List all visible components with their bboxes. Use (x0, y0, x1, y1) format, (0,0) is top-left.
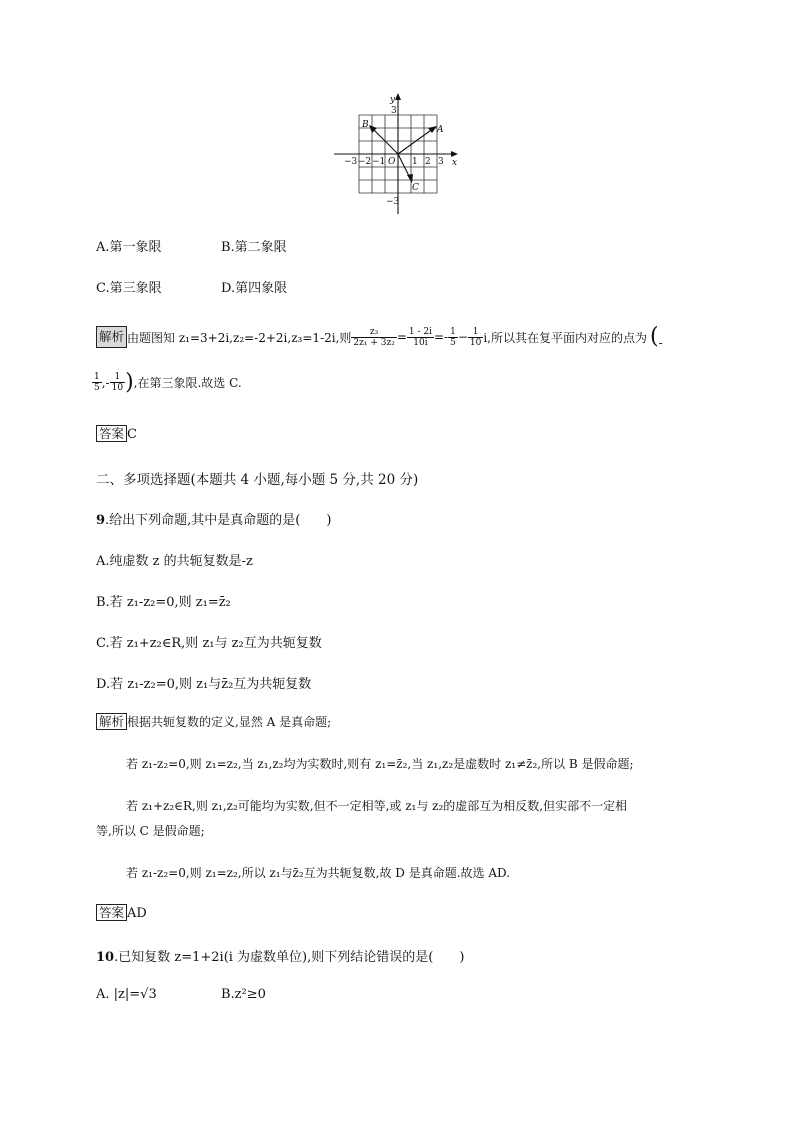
xtick-2: 2 (425, 157, 431, 167)
fraction-z3-over (351, 327, 396, 348)
q9-analysis-line2: 若 z₁-z₂=0,则 z₁=z₂,当 z₁,z₂均为实数时,则有 z₁=z̄₂,当 z₁,z₂是虚数时 z₁≠z̄₂,所以 B 是假命题; (126, 757, 634, 771)
fraction-numerator: 1 (110, 372, 125, 383)
fraction-numerator: 1 (94, 372, 100, 382)
point-a-label: A (437, 125, 444, 135)
q8-analysis-line2 (92, 369, 242, 395)
q9-option-d: D.若 z₁-z₂=0,则 z₁与z̄₂互为共轭复数 (96, 677, 312, 692)
xtick-1: 1 (412, 157, 418, 167)
q9-stem (96, 509, 331, 528)
q10-option-a: A. |z|=√3 (96, 987, 157, 1002)
analysis-tag: 解析 (96, 326, 127, 348)
dash: - (658, 336, 663, 350)
q9-answer (96, 905, 147, 921)
x-axis-arrow (451, 151, 458, 157)
ytick-bottom: −3 (386, 197, 400, 207)
point-b-label: B (362, 120, 369, 130)
analysis-text-4: ,在第三象限.故选 C. (133, 376, 242, 390)
y-axis-arrow (395, 93, 401, 100)
q10-stem (96, 946, 464, 965)
analysis-text-1: 由题图知 z₁=3+2i,z₂=-2+2i,z₃=1-2i,则 (127, 330, 352, 345)
answer-value: AD (127, 906, 147, 921)
q8-analysis-line1 (96, 326, 663, 348)
point-c-label: C (412, 183, 419, 193)
q9-analysis-line1 (96, 713, 331, 730)
fraction-1-over-5 (92, 372, 102, 393)
xtick-neg1: −1 (372, 157, 386, 167)
fraction-1-over-10 (468, 327, 483, 348)
question-number: 9 (96, 513, 106, 528)
q9-option-c: C.若 z₁+z₂∈R,则 z₁与 z₂互为共轭复数 (96, 636, 322, 651)
xtick-neg3: −3 (344, 157, 358, 167)
fraction-1-2i-over-10i (407, 327, 434, 348)
q8-option-c: C.第三象限 (96, 281, 162, 296)
question-text: .给出下列命题,其中是真命题的是( ) (105, 513, 332, 528)
section-heading: 二、多项选择题(本题共 4 小题,每小题 5 分,共 20 分) (96, 472, 419, 488)
q8-option-b: B.第二象限 (221, 240, 287, 255)
arrow-c (407, 174, 413, 183)
equals-sign: = (396, 330, 407, 344)
fraction-numerator: 1 - 2i (408, 326, 432, 337)
q9-option-a: A.纯虚数 z 的共轭复数是-z (96, 554, 253, 569)
question-text: .已知复数 z=1+2i(i 为虚数单位),则下列结论错误的是( ) (114, 950, 465, 965)
complex-plane-figure (330, 92, 465, 217)
fraction-denominator: 2z₁ + 3z₂ (353, 337, 395, 348)
fraction-denominator: 5 (94, 383, 100, 393)
q9-option-b: B.若 z₁-z₂=0,则 z₁=z̄₂ (96, 595, 231, 610)
answer-tag: 答案 (96, 425, 127, 442)
fraction-numerator: 1 (450, 326, 456, 337)
answer-tag: 答案 (96, 904, 127, 921)
xtick-3: 3 (438, 157, 444, 167)
q10-option-b: B.z²≥0 (221, 987, 266, 1002)
ytick-top: 3 (391, 106, 397, 116)
fraction-denominator: 5 (450, 337, 456, 348)
analysis-text: 根据共轭复数的定义,显然 A 是真命题; (127, 715, 332, 729)
close-paren: ) (125, 369, 134, 395)
fraction-denominator: 10i (413, 337, 428, 348)
analysis-text-3: i,所以其在复平面内对应的点为 (483, 330, 647, 345)
question-number: 10 (96, 950, 115, 965)
fraction-1-over-5 (448, 327, 458, 348)
fraction-denominator: 10 (469, 337, 482, 348)
q9-analysis-line4: 等,所以 C 是假命题; (96, 824, 205, 838)
fraction-numerator: z₃ (351, 327, 396, 338)
analysis-text-2: =- (433, 330, 449, 344)
comma-minus: ,- (101, 375, 110, 390)
minus-sign: − (457, 330, 468, 344)
fraction-numerator: 1 (468, 327, 483, 338)
xtick-neg2: −2 (358, 157, 372, 167)
x-axis-label: x (452, 158, 458, 168)
q8-answer (96, 426, 137, 442)
origin-label: O (388, 157, 396, 167)
y-axis-label: y (390, 95, 396, 105)
open-paren: ( (649, 324, 659, 349)
fraction-denominator: 10 (111, 383, 124, 393)
answer-value: C (127, 427, 137, 442)
fraction-1-over-10 (110, 372, 125, 393)
q8-option-d: D.第四象限 (221, 281, 288, 296)
q9-analysis-line5: 若 z₁-z₂=0,则 z₁=z₂,所以 z₁与z̄₂互为共轭复数,故 D 是真命题.故选 AD. (126, 866, 511, 880)
analysis-tag: 解析 (96, 713, 127, 730)
q8-option-a: A.第一象限 (96, 240, 162, 255)
q9-analysis-line3: 若 z₁+z₂∈R,则 z₁,z₂可能均为实数,但不一定相等,或 z₁与 z₂的虚部互为相反数,但实部不一定相 (126, 799, 628, 813)
